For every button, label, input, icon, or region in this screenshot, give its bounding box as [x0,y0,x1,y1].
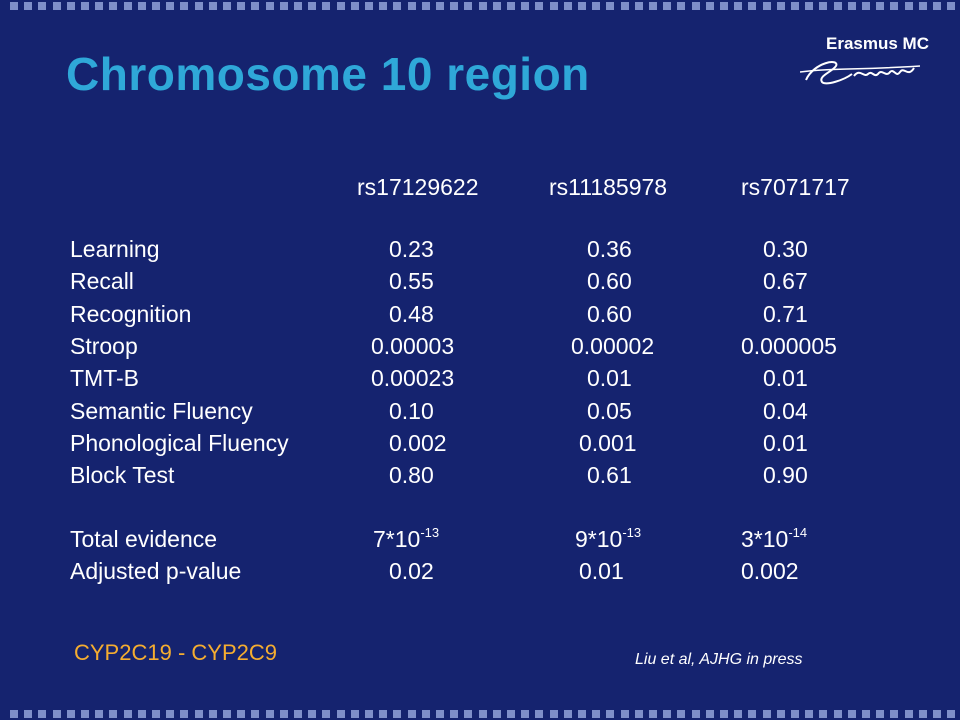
table-cell: 0.10 [389,397,434,424]
table-cell: 0.60 [587,268,632,295]
table-cell: 0.00003 [371,332,455,359]
table-cell: 0.04 [763,397,808,424]
row-label: TMT-B [70,365,139,392]
value-exponent: -13 [622,525,642,540]
column-header: rs17129622 [357,174,479,200]
table-cell: 0.000005 [741,332,837,359]
table-cell: 0.002 [741,558,799,584]
table-cell: 0.00023 [371,365,455,392]
table-cell: 0.02 [389,558,434,584]
table-cell: 0.00002 [571,332,655,359]
slide-title: Chromosome 10 region [66,48,590,100]
table-cell: 0.61 [587,462,632,489]
table-cell [575,525,642,552]
row-label: Semantic Fluency [70,397,253,424]
table-cell: 0.90 [763,462,808,489]
table-cell [373,525,440,552]
value-base: 9*10 [575,526,623,552]
table-cell: 0.05 [587,397,632,424]
table-cell: 0.48 [389,300,434,327]
table-cell: 0.30 [763,236,808,262]
row-label: Recall [70,268,134,295]
table-cell: 0.23 [389,236,434,262]
table-cell: 0.01 [763,365,808,392]
table-cell: 0.67 [763,268,808,295]
table-cell: 0.36 [587,236,632,262]
value-base: 7*10 [373,526,421,552]
column-header: rs11185978 [549,174,668,200]
row-label: Recognition [70,300,192,327]
row-label: Adjusted p-value [70,558,242,584]
value-exponent: -14 [788,525,808,540]
row-label: Block Test [70,462,175,489]
table-cell: 0.55 [389,268,434,295]
value-exponent: -13 [420,525,440,540]
row-label: Learning [70,236,160,262]
citation: Liu et al, AJHG in press [635,651,803,668]
table-cell: 0.80 [389,462,434,489]
table-cell: 0.001 [579,429,637,456]
table-cell: 0.01 [587,365,632,392]
row-label: Stroop [70,332,138,359]
table-cell: 0.71 [763,300,808,327]
value-base: 3*10 [741,526,789,552]
logo-text: Erasmus MC [826,34,929,53]
gene-label: CYP2C19 - CYP2C9 [74,640,277,665]
column-header: rs7071717 [741,174,850,200]
row-label: Phonological Fluency [70,429,289,456]
table-cell [741,525,808,552]
table-cell: 0.002 [389,429,447,456]
table-cell: 0.01 [579,558,624,584]
row-label: Total evidence [70,526,218,552]
table-cell: 0.01 [763,429,808,456]
table-cell: 0.60 [587,300,632,327]
